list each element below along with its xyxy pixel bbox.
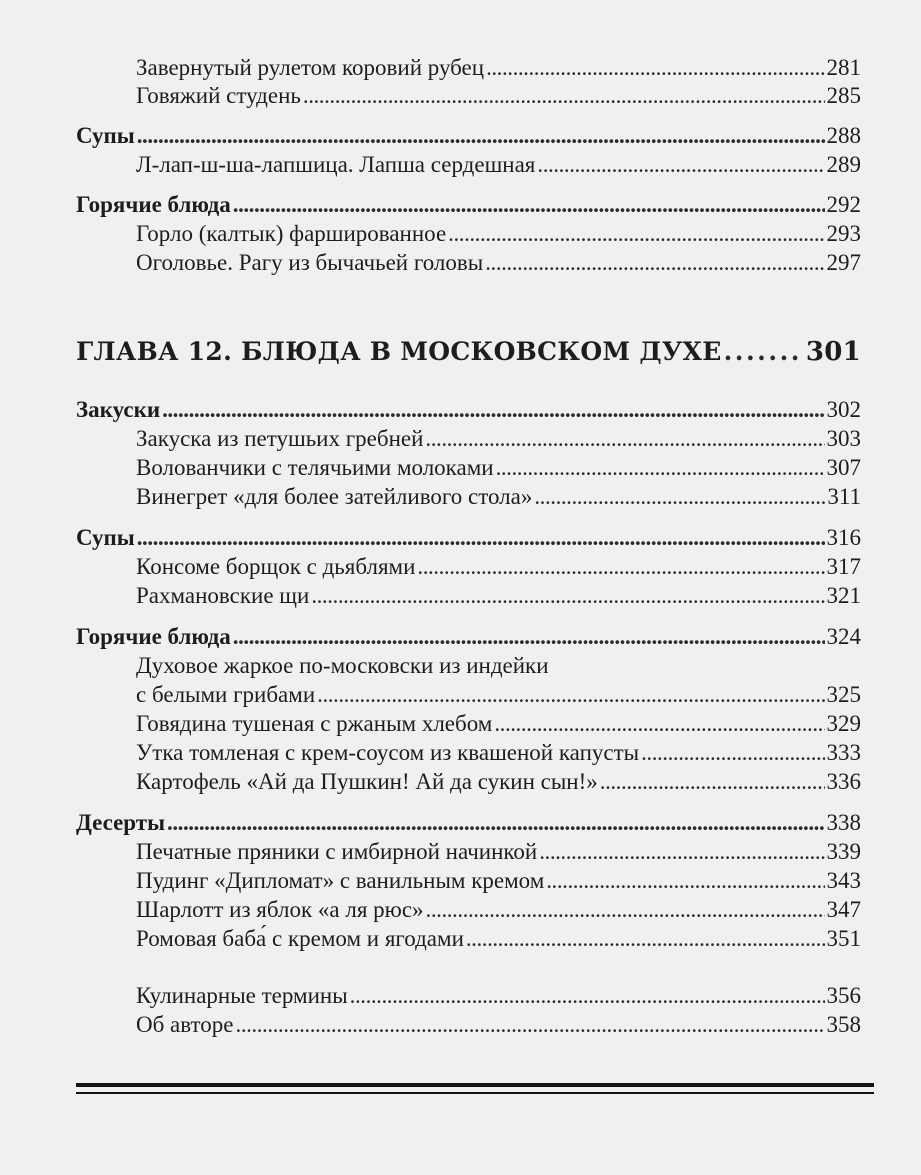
dot-leader [600, 767, 825, 797]
toc-entry [0, 453, 861, 483]
dot-leader [137, 523, 825, 553]
dot-leader [317, 680, 824, 710]
toc-entry-page: 339 [826, 839, 861, 864]
toc-entry-page: 356 [826, 983, 861, 1008]
toc-section-page: 288 [826, 123, 861, 148]
toc-entry-title: Об авторе [136, 1012, 234, 1037]
toc-entry [0, 924, 861, 954]
chapter-page: 301 [805, 337, 861, 367]
toc-entry-page: 321 [826, 583, 861, 608]
toc-entry [0, 424, 861, 454]
toc-entry [0, 709, 861, 739]
dot-leader [485, 248, 824, 278]
dot-leader [426, 895, 825, 925]
dot-leader [167, 808, 824, 838]
toc-entry-page: 297 [826, 250, 861, 275]
dot-leader [303, 81, 825, 111]
toc-entry-title: Оголовье. Рагу из бычачьей головы [136, 250, 484, 275]
toc-entry-title: Винегрет «для более затейливого стола» [136, 484, 533, 509]
toc-entry [0, 81, 861, 111]
toc-section-page: 324 [826, 624, 861, 649]
toc-entry [0, 981, 861, 1011]
toc-entry-page: 307 [826, 455, 861, 480]
dot-leader [425, 424, 824, 454]
chapter-title: ГЛАВА 12. БЛЮДА В МОСКОВСКОМ ДУХЕ [76, 337, 722, 366]
dot-leader [162, 395, 824, 425]
dot-leader [350, 981, 825, 1011]
toc-section-page: 302 [826, 397, 861, 422]
toc-entry [0, 482, 861, 512]
toc-entry [0, 767, 861, 797]
dot-leader [494, 709, 824, 739]
dot-leader [496, 453, 825, 483]
dot-leader [546, 866, 824, 896]
dot-leader [417, 552, 824, 582]
toc-section-soups [0, 523, 861, 553]
toc-entry-page: 343 [826, 868, 861, 893]
dot-leader [236, 1010, 825, 1040]
toc-section-title: Супы [76, 123, 135, 148]
toc-entry-page: 311 [827, 484, 861, 509]
toc-section-starters [0, 395, 861, 425]
toc-entry-title: Печатные пряники с имбирной начинкой [136, 839, 538, 864]
toc-entry-title: Горло (калтык) фаршированное [136, 221, 447, 246]
toc-entry-title: Говяжий студень [136, 83, 301, 108]
toc-entry-title: Ромовая баба́ с кремом и ягодами [136, 926, 464, 951]
toc-section-hot [0, 622, 861, 652]
toc-entry-title: Пудинг «Дипломат» с ванильным кремом [136, 868, 545, 893]
toc-entry-title: Закуска из петушьих гребней [136, 426, 424, 451]
dot-leader [486, 53, 824, 83]
toc-entry-page: 325 [826, 682, 861, 707]
toc-entry [0, 738, 861, 768]
toc-entry-title: Говядина тушеная с ржаным хлебом [136, 711, 493, 736]
toc-entry-page: 293 [826, 221, 861, 246]
toc-entry [0, 680, 861, 710]
toc-entry-title: Консоме борщок с дьяблями [136, 554, 416, 579]
toc-entry-page: 336 [826, 769, 861, 794]
toc-section-page: 292 [826, 192, 861, 217]
footer-rule-thin [76, 1092, 874, 1094]
toc-entry-title: Утка томленая с крем-соусом из квашеной капусты [136, 740, 640, 765]
toc-entry-page: 285 [826, 83, 861, 108]
toc-entry [0, 1010, 861, 1040]
toc-entry-page: 303 [826, 426, 861, 451]
toc-entry [0, 53, 861, 83]
toc-section-title: Супы [76, 525, 135, 550]
toc-entry [0, 552, 861, 582]
toc-section-title: Закуски [76, 397, 161, 422]
dot-leader [539, 837, 824, 867]
dot-leader [534, 482, 825, 512]
toc-section-title: Десерты [76, 810, 166, 835]
toc-entry-page: 317 [826, 554, 861, 579]
toc-entry-page: 329 [826, 711, 861, 736]
toc-entry-title: с белыми грибами [136, 682, 316, 707]
toc-entry-title: Картофель «Ай да Пушкин! Ай да сукин сын!» [136, 769, 598, 794]
toc-entry-title: Л-лап-ш-ша-лапшица. Лапша сердешная [136, 152, 536, 177]
toc-entry [0, 219, 861, 249]
toc-entry-page: 347 [826, 897, 861, 922]
toc-entry [0, 150, 861, 180]
dot-leader [233, 622, 825, 652]
toc-section-page: 316 [826, 525, 861, 550]
toc-entry-title: Волованчики с телячьими молоками [136, 455, 494, 480]
toc-entry [0, 895, 861, 925]
toc-section-hot-prev [0, 190, 861, 220]
dot-leader [311, 581, 824, 611]
toc-entry [0, 581, 861, 611]
toc-entry-page: 289 [826, 152, 861, 177]
toc-entry [0, 837, 861, 867]
footer-rule-thick [76, 1083, 874, 1087]
dot-leader [466, 924, 825, 954]
dot-leader [537, 150, 824, 180]
toc-entry-page: 358 [826, 1012, 861, 1037]
toc-entry-title: Рахмановские щи [136, 583, 310, 608]
dot-leader [724, 334, 804, 370]
toc-entry-page: 281 [826, 55, 861, 80]
toc-entry-wrapped [0, 651, 861, 681]
toc-entry-title: Шарлотт из яблок «а ля рюс» [136, 897, 424, 922]
toc-section-title: Горячие блюда [76, 624, 231, 649]
dot-leader [233, 190, 825, 220]
toc-section-page: 338 [826, 810, 861, 835]
toc-entry [0, 866, 861, 896]
toc-section-title: Горячие блюда [76, 192, 231, 217]
toc-chapter-12 [76, 334, 861, 370]
toc-entry [0, 248, 861, 278]
toc-entry-title: Духовое жаркое по-московски из индейки [136, 653, 549, 678]
toc-entry-title: Завернутый рулетом коровий рубец [136, 55, 485, 80]
toc-entry-title: Кулинарные термины [136, 983, 348, 1008]
dot-leader [641, 738, 824, 768]
toc-section-soups-prev [0, 121, 861, 151]
toc-entry-page: 351 [826, 926, 861, 951]
toc-section-desserts [0, 808, 861, 838]
toc-entry-page: 333 [826, 740, 861, 765]
dot-leader [448, 219, 824, 249]
dot-leader [137, 121, 825, 151]
